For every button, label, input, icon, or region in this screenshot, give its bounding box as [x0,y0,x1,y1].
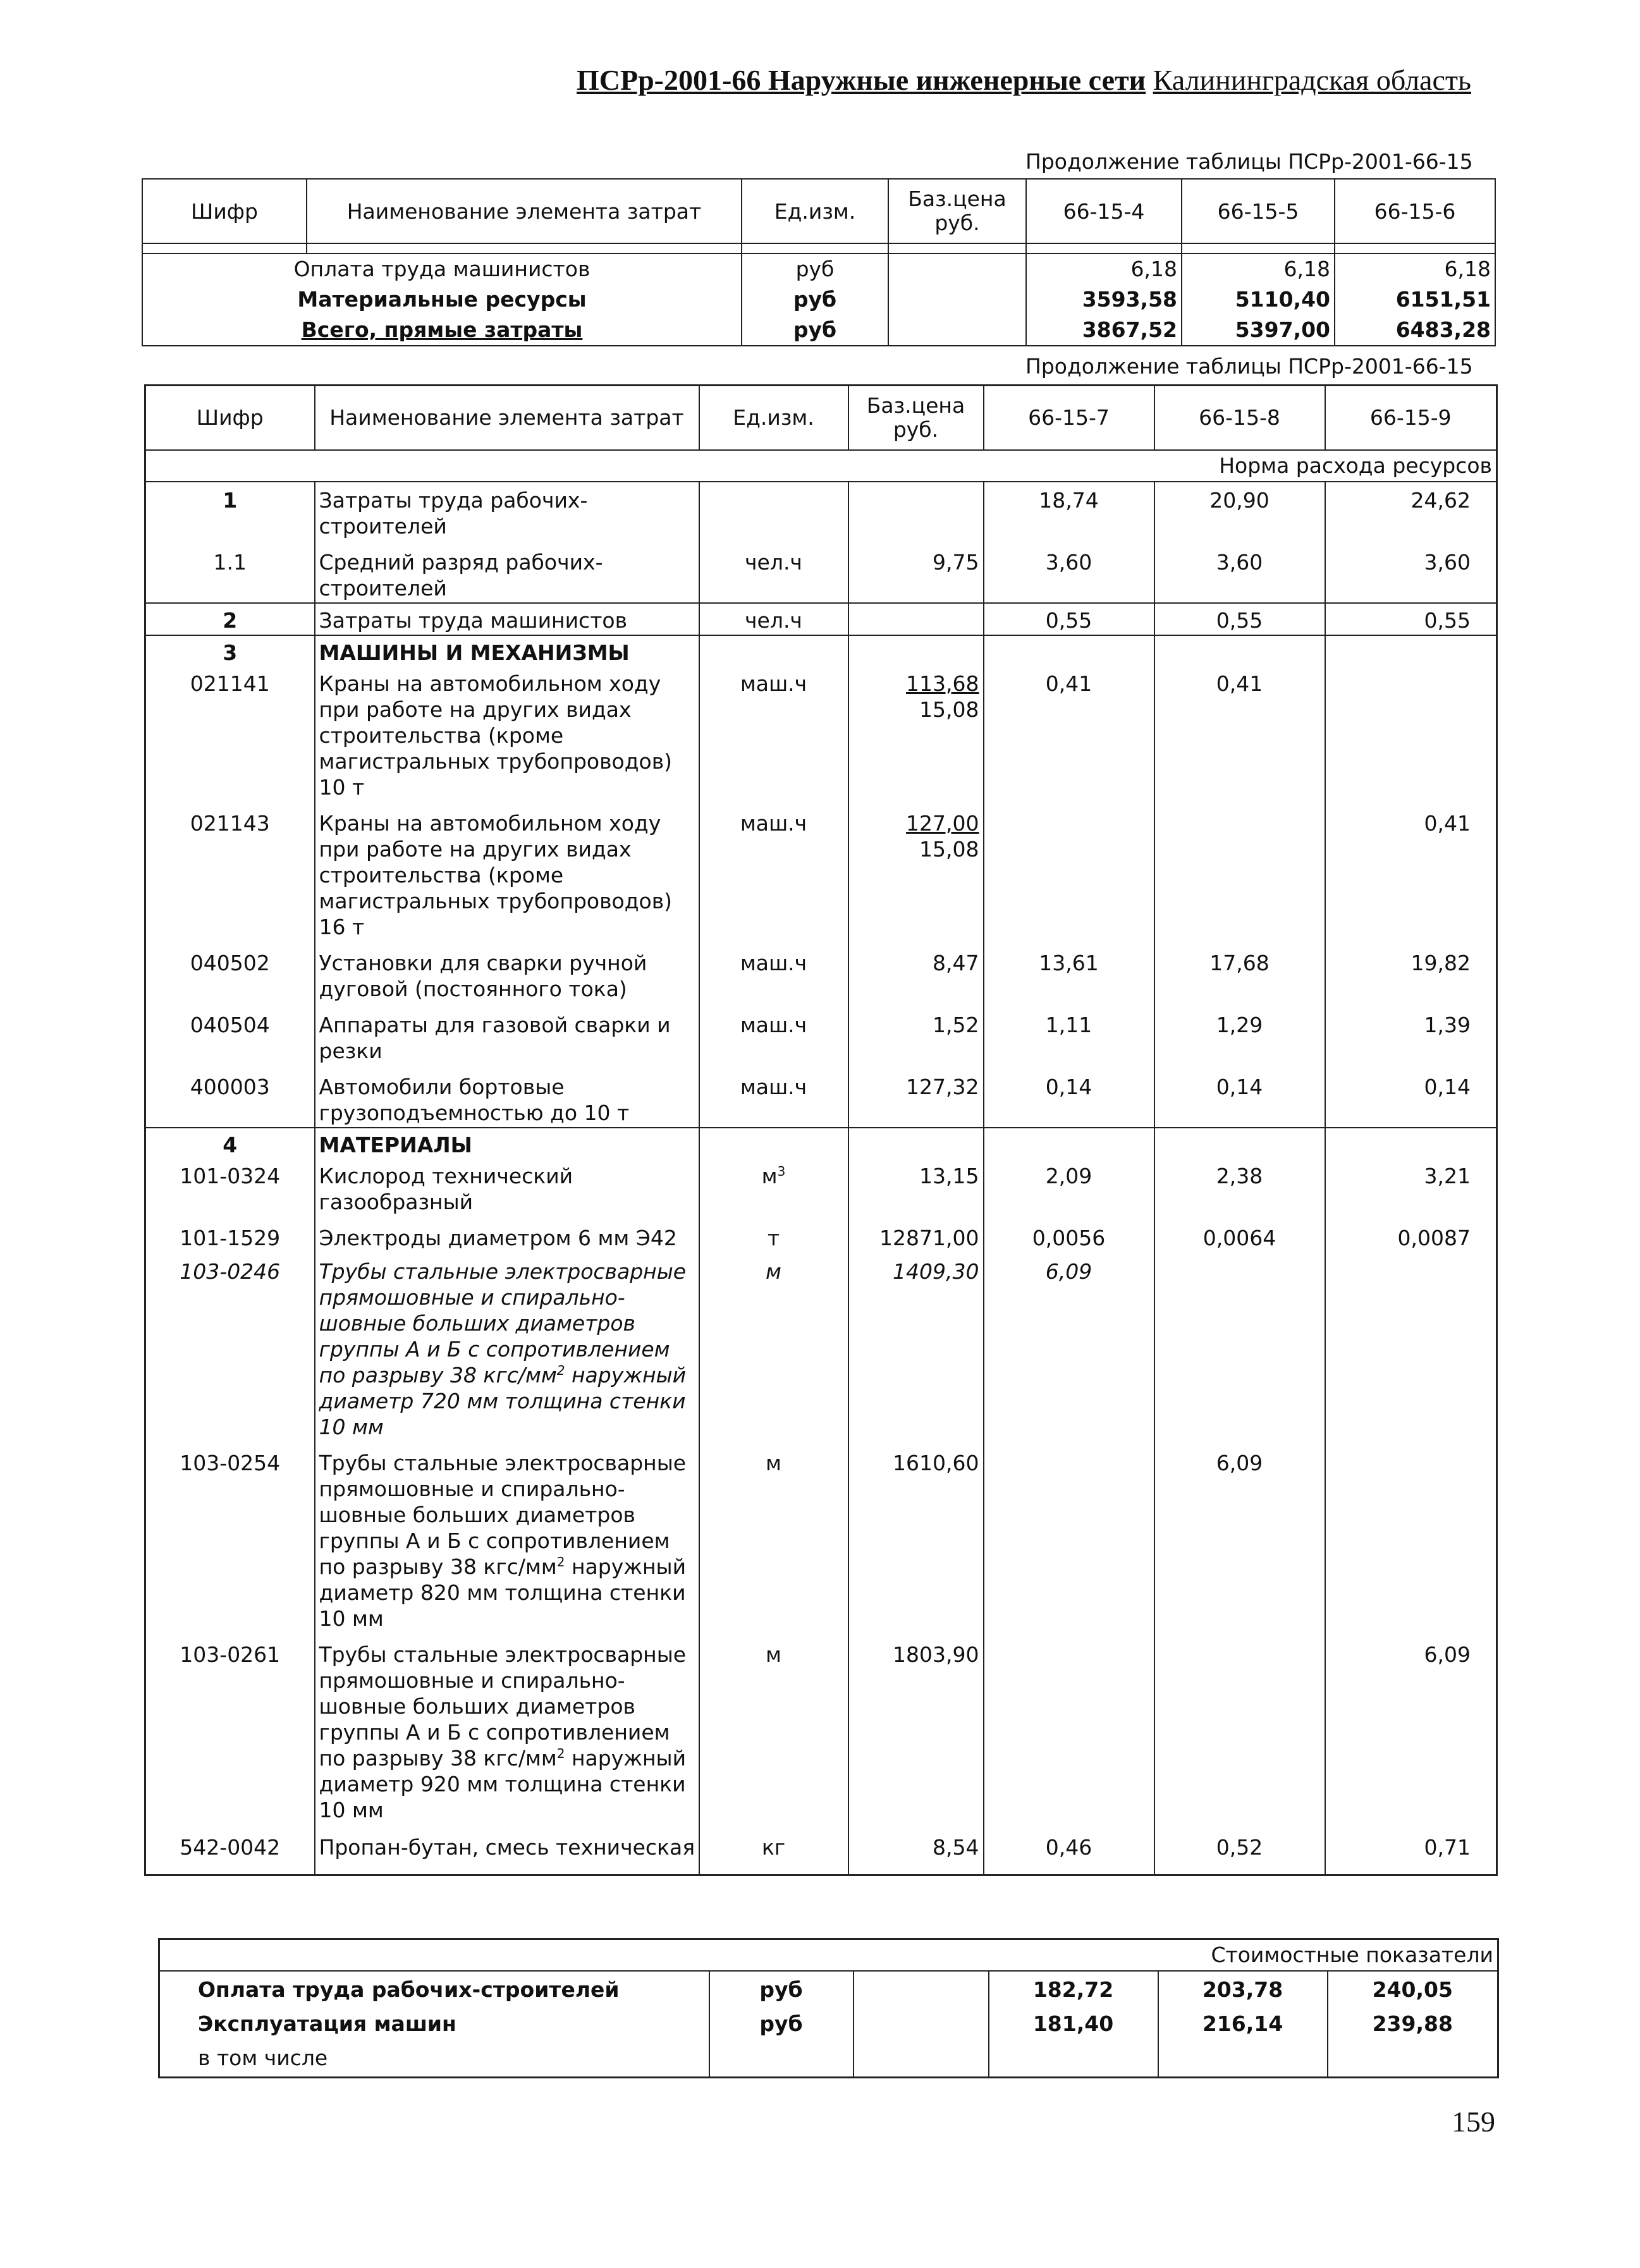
row-value: 0,14 [984,1065,1154,1128]
row-unit: маш.ч [699,1065,848,1128]
row-value: 3,60 [1154,540,1325,603]
table2-header-name: Наименование элемента затрат [315,386,699,451]
row-price-secondary: 15,08 [919,837,979,862]
table3-label-row [159,1939,1498,1972]
row-price: 1,52 [848,1003,984,1065]
row-price: 13,15 [848,1159,984,1216]
table1-value: 6,18 [1182,253,1335,284]
cost-indicators-label: Стоимостные показатели [159,1939,1498,1972]
table-row [145,1065,1497,1128]
row-value: 0,41 [984,667,1154,802]
row-value: 216,14 [1158,2008,1328,2042]
table-row [145,1003,1497,1065]
norm-label: Норма расхода ресурсов [145,450,1497,482]
row-unit: маш.ч [699,802,848,941]
row-value: 0,55 [1154,603,1325,635]
row-code: 400003 [145,1065,315,1128]
table-2 [144,384,1498,1876]
table-row [142,253,1495,284]
table1-row-name: Всего, прямые затраты [142,315,742,346]
row-unit: маш.ч [699,941,848,1003]
table2-header-code: Шифр [145,386,315,451]
row-price-secondary: 15,08 [919,697,979,722]
row-code: 101-1529 [145,1216,315,1252]
row-value [984,802,1154,941]
row-name: Автомобили бортовые грузоподъемностью до 10 т [315,1065,699,1128]
row-name: Кислород технический газообразный [315,1159,699,1216]
table-row [145,1216,1497,1252]
header-code: ПСРр-2001-66 Наружные инженерные сети [577,64,1146,96]
row-code: 103-0246 [145,1252,315,1441]
row-price: 127,32 [848,1065,984,1128]
row-name: Средний разряд рабочих-строителей [315,540,699,603]
table1-header-code: Шифр [142,179,307,243]
row-value: 0,0064 [1154,1216,1325,1252]
table-row [159,2042,1498,2078]
table-row [159,2008,1498,2042]
section-row [145,635,1497,667]
table-row [142,315,1495,346]
row-unit: руб [709,2008,854,2042]
row-name: Оплата труда рабочих-строителей [159,1971,709,2008]
row-value [1154,1252,1325,1441]
row-price: 12871,00 [848,1216,984,1252]
section-title: МАШИНЫ И МЕХАНИЗМЫ [315,635,699,667]
page-header [577,63,1487,97]
table1-header-col1: 66-15-4 [1026,179,1182,243]
table2-header-col2: 66-15-8 [1154,386,1325,451]
table1-header-unit: Ед.изм. [742,179,888,243]
table1-row-unit: руб [742,253,888,284]
row-value: 0,55 [984,603,1154,635]
row-unit: кг [699,1824,848,1875]
row-code: 021143 [145,802,315,941]
row-value: 3,60 [984,540,1154,603]
row-name-cont: наружный диаметр 820 мм толщина стенки 10 мм [319,1554,687,1631]
row-value [1325,667,1497,802]
row-value: 17,68 [1154,941,1325,1003]
row-code: 103-0254 [145,1441,315,1633]
row-code: 040502 [145,941,315,1003]
row-unit: чел.ч [699,603,848,635]
table1-value: 5110,40 [1182,284,1335,315]
row-name: Трубы стальные электросварные прямошовные и спирально-шовные больших диаметров группы А и Б с сопротивлением по разрыву 38 кгс/мм [319,1259,687,1387]
row-value: 239,88 [1328,2008,1498,2042]
row-unit: чел.ч [699,540,848,603]
table1-header-row [142,179,1495,243]
row-name: в том числе [159,2042,709,2078]
row-code: 021141 [145,667,315,802]
row-code: 4 [145,1128,315,1159]
table-row [145,1441,1497,1633]
row-value: 6,09 [1154,1441,1325,1633]
row-value: 1,29 [1154,1003,1325,1065]
row-value: 6,09 [984,1252,1154,1441]
table-row [145,667,1497,802]
row-value: 1,39 [1325,1003,1497,1065]
row-value: 181,40 [989,2008,1158,2042]
table-row [145,1824,1497,1875]
row-price: 8,54 [848,1824,984,1875]
row-name: Затраты труда рабочих-строителей [315,482,699,540]
row-value: 0,41 [1154,667,1325,802]
row-value [1154,1633,1325,1824]
row-value [1325,1252,1497,1441]
row-name: Трубы стальные электросварные прямошовные и спирально-шовные больших диаметров группы А и Б с сопротивлением по разрыву 38 кгс/мм [319,1451,687,1579]
row-value: 6,09 [1325,1633,1497,1824]
row-value [1154,802,1325,941]
row-value: 19,82 [1325,941,1497,1003]
row-value: 13,61 [984,941,1154,1003]
table-1 [142,178,1496,346]
row-name: Электроды диаметром 6 мм Э42 [315,1216,699,1252]
row-name-cont: наружный диаметр 720 мм толщина стенки 10 мм [319,1363,687,1439]
section-title: МАТЕРИАЛЫ [315,1128,699,1159]
row-name: Краны на автомобильном ходу при работе на других видах строительства (кроме магистральных трубопроводов) 16 т [315,802,699,941]
table-row [145,1159,1497,1216]
row-unit: маш.ч [699,1003,848,1065]
table1-value: 6151,51 [1335,284,1495,315]
name-superscript: 2 [556,1363,565,1378]
table2-header-col1: 66-15-7 [984,386,1154,451]
row-code: 1.1 [145,540,315,603]
row-value: 203,78 [1158,1971,1328,2008]
row-price: 8,47 [848,941,984,1003]
table1-header-col2: 66-15-5 [1182,179,1335,243]
header-region: Калининградская область [1153,64,1471,96]
row-unit: т [699,1216,848,1252]
row-unit: руб [709,1971,854,2008]
row-value: 2,38 [1154,1159,1325,1216]
row-name-cont: наружный диаметр 920 мм толщина стенки 10 мм [319,1746,687,1822]
row-value: 2,09 [984,1159,1154,1216]
table2-continuation: Продолжение таблицы ПСРр-2001-66-15 [1025,354,1473,379]
table2-header-row [145,386,1497,451]
row-name: Пропан-бутан, смесь техническая [315,1824,699,1875]
row-value: 0,14 [1325,1065,1497,1128]
row-value: 0,71 [1325,1824,1497,1875]
table1-value: 6,18 [1026,253,1182,284]
table-row [142,284,1495,315]
row-unit: м [699,1252,848,1441]
row-value: 3,21 [1325,1159,1497,1216]
table-row [159,1971,1498,2008]
page-number: 159 [1452,2106,1495,2138]
row-name: Краны на автомобильном ходу при работе на других видах строительства (кроме магистральных трубопроводов) 10 т [315,667,699,802]
row-value: 0,0087 [1325,1216,1497,1252]
row-value: 0,52 [1154,1824,1325,1875]
row-code: 542-0042 [145,1824,315,1875]
row-value: 0,55 [1325,603,1497,635]
table1-continuation: Продолжение таблицы ПСРр-2001-66-15 [1025,149,1473,174]
name-superscript: 2 [556,1554,565,1570]
table1-value: 6483,28 [1335,315,1495,346]
table1-row-name: Материальные ресурсы [142,284,742,315]
table1-header-name: Наименование элемента затрат [307,179,742,243]
row-name: Затраты труда машинистов [315,603,699,635]
row-value: 3,60 [1325,540,1497,603]
table2-norm-row [145,450,1497,482]
row-unit: м [761,1164,778,1188]
table-row [145,1252,1497,1441]
row-value: 0,46 [984,1824,1154,1875]
row-value: 1,11 [984,1003,1154,1065]
row-value [984,1633,1154,1824]
table-row [145,941,1497,1003]
row-price: 1803,90 [848,1633,984,1824]
row-value: 182,72 [989,1971,1158,2008]
table-row [145,603,1497,635]
row-name: Трубы стальные электросварные прямошовные и спирально-шовные больших диаметров группы А и Б с сопротивлением по разрыву 38 кгс/мм [319,1642,687,1771]
row-value: 0,14 [1154,1065,1325,1128]
table1-row-name: Оплата труда машинистов [142,253,742,284]
table-row [145,802,1497,941]
row-price: 113,68 [906,671,979,696]
table1-header-price: Баз.цена руб. [888,179,1026,243]
row-code: 040504 [145,1003,315,1065]
row-code: 3 [145,635,315,667]
row-name: Установки для сварки ручной дуговой (постоянного тока) [315,941,699,1003]
row-value [1325,1441,1497,1633]
table1-spacer [142,243,1495,253]
table1-value: 5397,00 [1182,315,1335,346]
row-unit: маш.ч [699,667,848,802]
row-value: 20,90 [1154,482,1325,540]
table2-header-price: Баз.цена руб. [848,386,984,451]
row-name: Эксплуатация машин [159,2008,709,2042]
row-price: 1610,60 [848,1441,984,1633]
row-value: 18,74 [984,482,1154,540]
row-code: 101-0324 [145,1159,315,1216]
row-price: 9,75 [848,540,984,603]
row-unit: м [699,1441,848,1633]
table-3 [158,1938,1499,2078]
table-row [145,1633,1497,1824]
row-unit: м [699,1633,848,1824]
row-value [984,1441,1154,1633]
table1-header-col3: 66-15-6 [1335,179,1495,243]
table1-row-unit: руб [742,315,888,346]
unit-superscript: 3 [777,1164,786,1179]
row-value: 0,41 [1325,802,1497,941]
name-superscript: 2 [556,1746,565,1761]
row-code: 2 [145,603,315,635]
row-value: 240,05 [1328,1971,1498,2008]
table2-header-unit: Ед.изм. [699,386,848,451]
table1-row-unit: руб [742,284,888,315]
row-value: 0,0056 [984,1216,1154,1252]
row-price: 127,00 [906,811,979,836]
table-row [145,540,1497,603]
row-code: 103-0261 [145,1633,315,1824]
table1-value: 3867,52 [1026,315,1182,346]
row-name: Аппараты для газовой сварки и резки [315,1003,699,1065]
table2-header-col3: 66-15-9 [1325,386,1497,451]
section-row [145,1128,1497,1159]
table1-value: 3593,58 [1026,284,1182,315]
row-price: 1409,30 [848,1252,984,1441]
row-value: 24,62 [1325,482,1497,540]
table1-value: 6,18 [1335,253,1495,284]
row-code: 1 [145,482,315,540]
table-row [145,482,1497,540]
